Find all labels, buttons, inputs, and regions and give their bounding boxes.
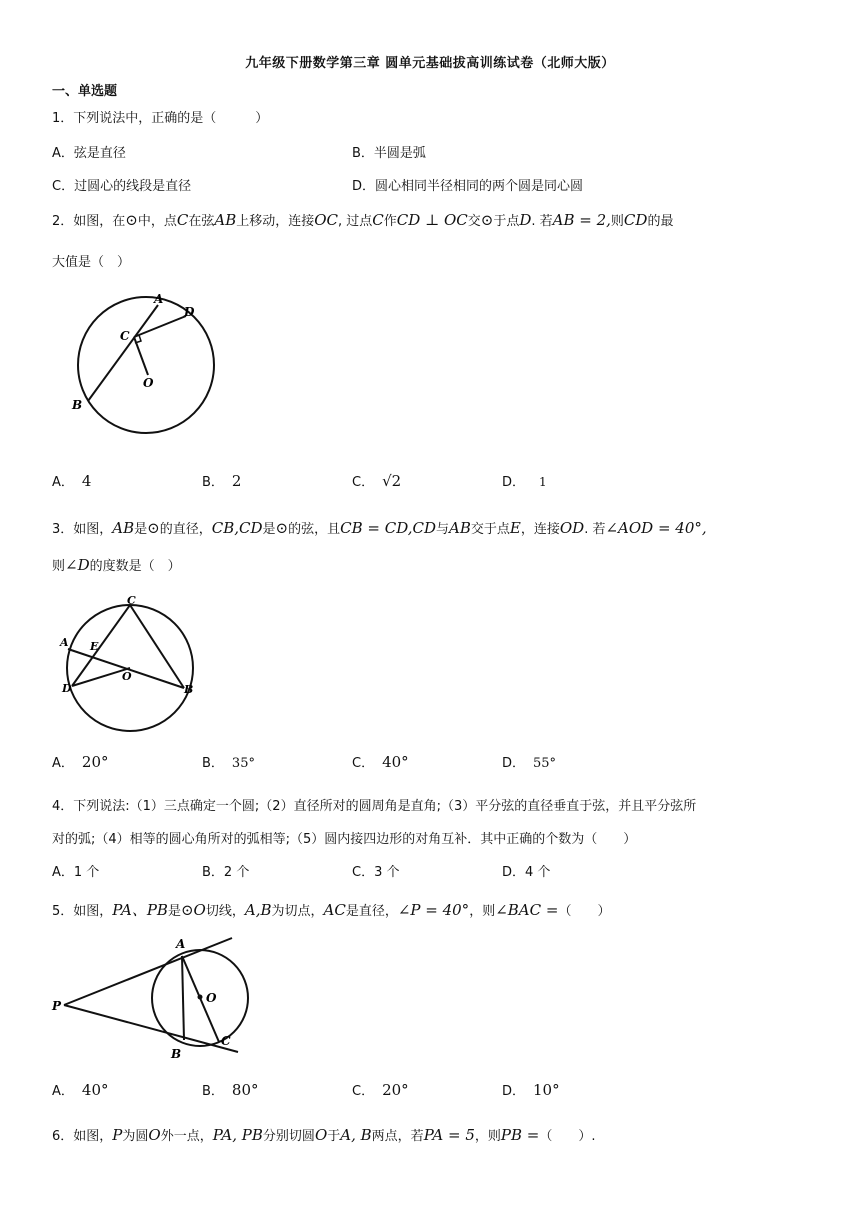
q1-option-a: A．弦是直径	[52, 146, 126, 161]
q3-option-a: A． 20°	[52, 753, 109, 771]
q3-label-d: D	[62, 682, 72, 695]
q4-option-b: B．2 个	[202, 865, 250, 880]
q3-figure	[58, 590, 208, 735]
q2-label-o: O	[143, 376, 154, 390]
q3-option-d: D． 55°	[502, 756, 557, 771]
q4-option-a: A．1 个	[52, 865, 100, 880]
q5-chord-ab	[182, 956, 184, 1040]
q3-label-b: B	[184, 683, 194, 696]
q5-option-b: B． 80°	[202, 1081, 259, 1099]
circle-symbol: ⊙	[125, 211, 138, 229]
q3-chord-cb	[130, 605, 184, 688]
q2-label-a: A	[154, 292, 164, 306]
q5-label-p: P	[52, 999, 62, 1013]
q3-label-c: C	[127, 594, 136, 607]
q1-option-d: D．圆心相同半径相同的两个圆是同心圆	[352, 179, 584, 194]
question-3-stem-line2: 则∠D的度数是（ ）	[52, 556, 181, 574]
section-heading: 一、单选题	[52, 84, 118, 99]
q2-label-d: D	[184, 305, 195, 319]
q5-label-b: B	[171, 1047, 182, 1061]
q5-label-o: O	[206, 991, 217, 1005]
q5-center-dot	[198, 995, 203, 1000]
question-4-stem-line2: 对的弧;（4）相等的圆心角所对的弧相等;（5）圆内接四边形的对角互补．其中正确的个数为（ ）	[52, 832, 637, 847]
q1-option-b: B．半圆是弧	[352, 146, 426, 161]
question-5-stem: 5．如图，PA、PB是⊙O切线，A,B为切点，AC是直径，∠P = 40°，则∠BAC =（ ）	[52, 901, 611, 919]
q3-option-b: B． 35°	[202, 756, 255, 771]
q2-option-d: D． 1	[502, 475, 547, 490]
q2-figure	[70, 285, 220, 445]
q2-label-b: B	[72, 398, 83, 412]
question-2-stem: 2．如图，在⊙中，点C在弦AB上移动，连接OC, 过点C作CD ⊥ OC交⊙于点D. 若AB = 2,则CD的最	[52, 211, 674, 229]
question-2-stem-line2: 大值是（ ）	[52, 255, 131, 270]
q2-option-b: B． 2	[202, 472, 242, 490]
question-4-stem: 4．下列说法:（1）三点确定一个圆;（2）直径所对的圆周角是直角;（3）平分弦的直径垂直于弦，并且平分弦所	[52, 799, 697, 814]
question-1-stem: 1．下列说法中，正确的是（ ）	[52, 111, 269, 126]
q5-option-d: D． 10°	[502, 1081, 560, 1099]
question-6-stem: 6．如图，P为圆O外一点，PA, PB分别切圆O于A, B两点，若PA = 5，则PB =（ ）.	[52, 1126, 596, 1144]
q2-option-c: C． √2	[352, 472, 402, 490]
q3-option-c: C． 40°	[352, 753, 409, 771]
q3-label-e: E	[90, 640, 99, 653]
q5-label-c: C	[221, 1034, 231, 1048]
q2-option-a: A． 4	[52, 472, 92, 490]
q5-label-a: A	[176, 937, 186, 951]
q4-option-c: C．3 个	[352, 865, 400, 880]
q2-label-c: C	[120, 329, 130, 343]
q1-option-c: C．过圆心的线段是直径	[52, 179, 192, 194]
q5-option-a: A． 40°	[52, 1081, 109, 1099]
q5-option-c: C． 20°	[352, 1081, 409, 1099]
q3-label-o: O	[122, 670, 132, 683]
q3-label-a: A	[60, 636, 69, 649]
page-title: 九年级下册数学第三章 圆单元基础拔高训练试卷（北师大版）	[245, 56, 615, 71]
question-3-stem: 3．如图，AB是⊙的直径，CB,CD是⊙的弦，且CB = CD,CD与AB交于点E，连接OD. 若∠AOD = 40°,	[52, 519, 707, 537]
q5-figure	[50, 930, 250, 1065]
q4-option-d: D．4 个	[502, 865, 551, 880]
